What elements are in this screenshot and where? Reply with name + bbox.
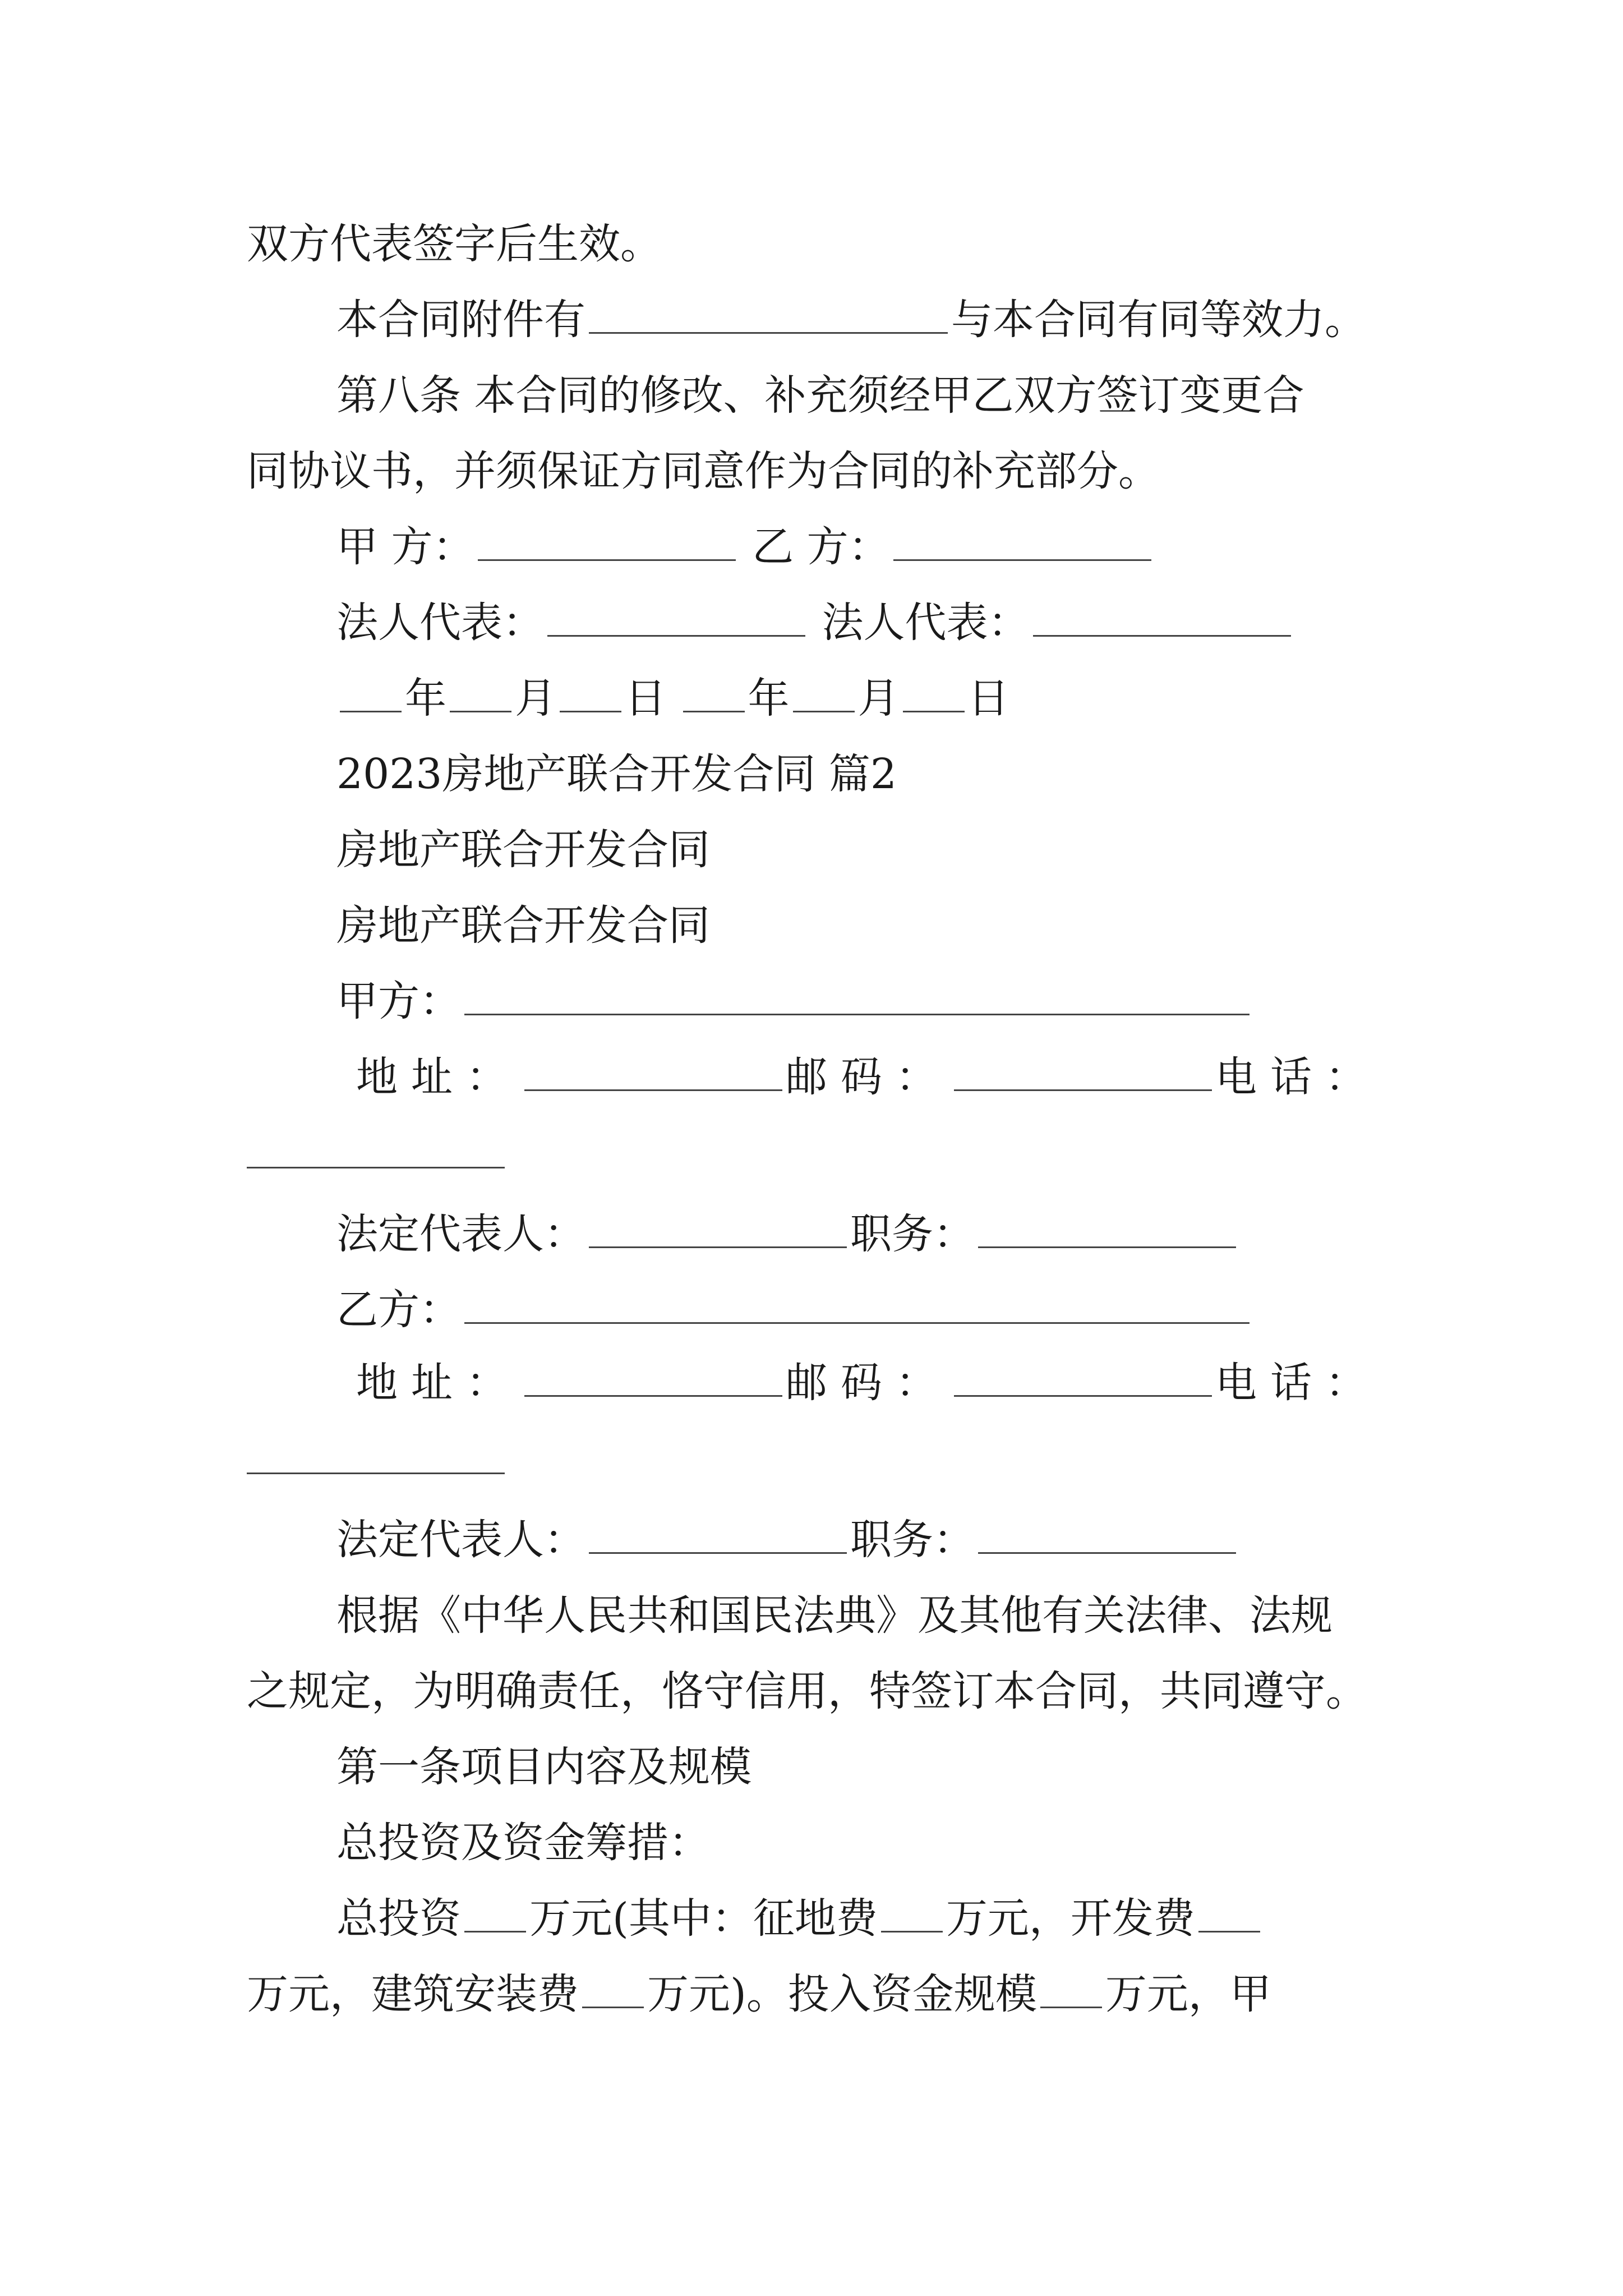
fill-blank [683,671,745,712]
year-label: 年 [748,674,790,723]
text-line [247,1961,1271,2028]
paragraph-text: 同协议书，并须保证方同意作为合同的补充部分。 [247,447,1160,495]
party-a-label: 甲 方： [336,523,474,571]
paragraph-text: 房地产联合开发合同 [336,901,710,950]
contact-row [356,1349,1380,1416]
text-line [336,1885,1264,1952]
paragraph-text: 万元)。投入资金规模 [647,1970,1037,2018]
day-label: 日 [967,674,1009,723]
legal-rep-label: 法人代表： [336,599,544,647]
year-label: 年 [405,674,446,723]
fill-blank [340,671,402,712]
fill-blank [589,1513,847,1554]
party-b-label: 乙 方： [752,523,890,571]
legal-rep-label: 法定代表人： [336,1210,585,1258]
legal-rep-label: 法人代表： [822,599,1030,647]
fill-blank [881,1892,943,1932]
text-line [336,286,1366,353]
article-heading: 第一条项目内容及规模 [336,1743,751,1791]
fill-blank [547,596,805,637]
address-label: 地址： [356,1053,521,1101]
phone-label: 电话： [1215,1359,1380,1407]
fill-blank [589,1207,847,1248]
party-a-row [336,968,1253,1035]
fill-blank [893,520,1151,561]
text-line [336,892,710,959]
zip-label: 邮码： [786,1053,951,1101]
zip-label: 邮码： [786,1359,951,1407]
fill-blank [978,1207,1236,1248]
paragraph-text: 万元，建筑安装费 [247,1970,579,2018]
fill-blank [524,1356,782,1397]
paragraph-text: 总投资及资金筹措： [336,1819,710,1867]
paragraph-text: 第八条 本合同的修改、补充须经甲乙双方签订变更合 [336,371,1304,420]
text-line [336,1582,1332,1649]
party-b-row [336,1276,1253,1343]
position-label: 职务： [850,1516,975,1564]
paragraph-text: 与本合同有同等效力。 [951,296,1366,344]
fill-blank [1198,1892,1260,1932]
fill-blank [954,1356,1212,1397]
text-line [336,816,710,884]
fill-blank [1040,1967,1102,2008]
paragraph-text: 万元(其中：征地费 [529,1894,878,1943]
fill-blank [589,293,948,334]
fill-blank [978,1513,1236,1554]
fill-blank [524,1050,782,1091]
paragraph-text: 本合同附件有 [336,296,585,344]
fill-blank [560,671,621,712]
party-b-label: 乙方： [336,1286,461,1334]
text-line [247,1658,1367,1725]
paragraph-text: 根据《中华人民共和国民法典》及其他有关法律、法规 [336,1591,1332,1640]
section-heading: 2023房地产联合开发合同 篇2 [336,750,897,798]
fill-blank [464,1892,526,1932]
fill-blank [1033,596,1291,637]
paragraph-text: 总投资 [336,1894,461,1943]
text-line [336,740,897,808]
fill-blank [793,671,855,712]
text-line [336,1733,751,1801]
fill-blank [903,671,965,712]
day-label: 日 [625,674,666,723]
month-label: 月 [857,674,900,723]
paragraph-text: 万元，开发费 [946,1894,1195,1943]
contact-row [356,1043,1380,1111]
position-label: 职务： [850,1210,975,1258]
rep-row [336,1506,1239,1573]
fill-blank [954,1050,1212,1091]
fill-blank [478,520,736,561]
paragraph-text: 房地产联合开发合同 [336,826,710,874]
paragraph-text: 万元，甲 [1105,1970,1271,2018]
fill-blank [247,1167,505,1168]
text-line [336,362,1304,429]
signature-row [336,513,1155,581]
month-label: 月 [515,674,556,723]
text-line [247,210,662,278]
text-line [247,438,1160,505]
signature-row [336,589,1294,656]
legal-rep-label: 法定代表人： [336,1516,585,1564]
fill-blank [582,1967,644,2008]
paragraph-text: 双方代表签字后生效。 [247,220,662,268]
phone-label: 电话： [1215,1053,1380,1101]
fill-blank [464,1283,1249,1324]
date-row [336,665,1009,732]
paragraph-text: 之规定，为明确责任，恪守信用，特签订本合同，共同遵守。 [247,1667,1367,1715]
text-line [336,1809,710,1876]
rep-row [336,1200,1239,1268]
fill-blank [247,1473,505,1474]
fill-blank [450,671,511,712]
party-a-label: 甲方： [336,977,461,1025]
fill-blank [464,974,1249,1015]
address-label: 地址： [356,1359,521,1407]
